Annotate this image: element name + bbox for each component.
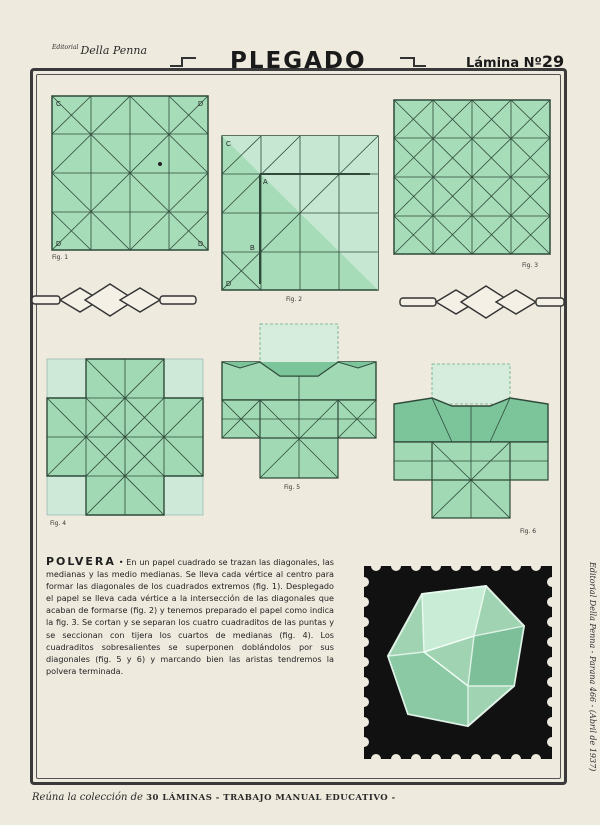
footer-caps: 30 LÁMINAS - TRABAJO MANUAL EDUCATIVO -: [146, 793, 396, 803]
chain-ornament-right: [398, 282, 568, 322]
fig-6-caption: Fig. 6: [520, 528, 537, 535]
fig-5-caption: Fig. 5: [284, 484, 301, 491]
footer-line: [32, 792, 396, 803]
fig-1-caption: Fig. 1: [52, 254, 69, 261]
header-bracket-right: [398, 54, 428, 70]
fig1-corner-4: D: [198, 241, 204, 248]
fig-3-caption: Fig. 3: [522, 262, 539, 269]
fig-2-caption: Fig. 2: [286, 296, 303, 303]
fig2-letter-2: A: [263, 179, 268, 186]
lamina-label: [466, 52, 564, 71]
footer-lead: Reúna la colección de: [32, 792, 143, 803]
lamina-text: Lámina Nº: [466, 56, 542, 71]
fig2-letter-3: B: [250, 245, 255, 252]
fig1-corner-1: C: [56, 101, 62, 108]
brand-small: Editorial: [52, 44, 79, 51]
figure-4-diagram: [46, 358, 204, 516]
header-bracket-left: [168, 54, 198, 70]
figure-5-diagram: [220, 322, 378, 480]
article-heading: POLVERA: [46, 555, 116, 568]
figure-3-diagram: [392, 98, 552, 256]
fig2-letter-4: D: [226, 281, 232, 288]
page-title: PLEGADO: [230, 48, 367, 74]
lamina-number: 29: [541, 52, 565, 71]
brand-name: Della Penna: [80, 44, 148, 57]
figure-1-diagram: [50, 94, 210, 252]
polvera-photo: [364, 566, 552, 759]
side-note-text: Editorial Della Penna - Parana 466 - (Abril de 1937): [588, 562, 597, 772]
fig2-letter-1: C: [226, 141, 232, 148]
article-text: POLVERA • En un papel cuadrado se trazan las diagonales, las medianas y las medio medianas. Se lleva cada vértice al centro para formar las diagonales de los cuadrados extremos (fig. 1). Desplegado el papel se lleva cada vértice a la intersección de las diagonales que acaban de formarse (fig. 2) y tenemos preparado el papel como indica la fig. 3. Se cortan y se separan los cuatro cuadraditos de las puntas y se seccionan con tijera los cuartos de medianas (fig. 4). Los cuadraditos sobresalientes se superponen doblándolos por sus diagonales (fig. 5 y 6) y marcando bien las aristas tendremos la polvera terminada.: [46, 555, 334, 676]
side-publisher-note: [581, 560, 597, 795]
figure-6-diagram: [392, 362, 550, 520]
article-body: En un papel cuadrado se trazan las diagonales, las medianas y las medio medianas. Se lleva cada vértice al centro para formar las diagonales de los cuadrados extremos (fig. 1). Desplegado el papel se lleva cada vértice a la intersección de las diagonales que acaban de formarse (fig. 2) y tenemos preparado el papel como indica la fig. 3. Se cortan y se separan los cuatro cuadraditos de las puntas y se seccionan con tijera los cuartos de medianas (fig. 4). Los cuadraditos sobresalientes se superponen doblándolos por sus diagonales (fig. 5 y 6) y marcando bien las aristas tendremos la polvera terminada.: [46, 557, 334, 676]
figure-2-diagram: [220, 134, 380, 292]
fig1-corner-2: D: [198, 101, 204, 108]
fig1-corner-3: D: [56, 241, 62, 248]
chain-ornament-left: [30, 280, 200, 320]
publisher-brand: [52, 44, 147, 57]
fig-4-caption: Fig. 4: [50, 520, 67, 527]
